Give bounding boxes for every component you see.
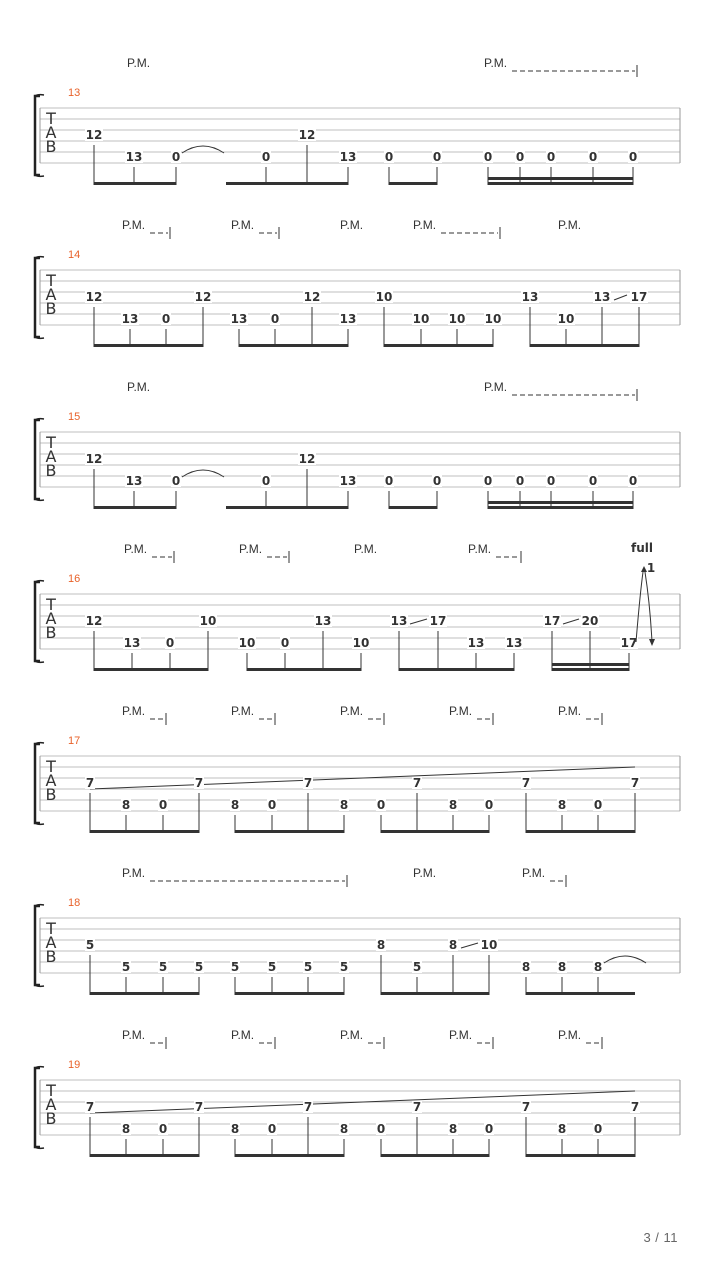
fret-number: 0 bbox=[261, 150, 271, 164]
fret-number: 13 bbox=[314, 614, 332, 628]
beam bbox=[235, 1154, 344, 1157]
beam bbox=[235, 830, 344, 833]
fret-number: 0 bbox=[515, 474, 525, 488]
palm-mute-label: P.M. bbox=[231, 1028, 255, 1042]
tab-clef-letter: A bbox=[45, 285, 57, 304]
fret-number: 0 bbox=[588, 474, 598, 488]
fret-number: 13 bbox=[390, 614, 408, 628]
fret-number: 12 bbox=[85, 128, 103, 142]
fret-number: 8 bbox=[339, 1122, 349, 1136]
fret-number: 0 bbox=[161, 312, 171, 326]
fret-number: 0 bbox=[261, 474, 271, 488]
fret-number: 13 bbox=[521, 290, 539, 304]
system-bracket bbox=[35, 420, 40, 499]
fret-number: 0 bbox=[484, 798, 494, 812]
tab-system bbox=[35, 380, 680, 509]
fret-number: 10 bbox=[375, 290, 393, 304]
fret-number: 0 bbox=[546, 150, 556, 164]
fret-number: 0 bbox=[546, 474, 556, 488]
tab-clef-letter: T bbox=[46, 433, 56, 452]
tab-clef-letter: B bbox=[45, 785, 57, 804]
fret-number: 0 bbox=[384, 474, 394, 488]
palm-mute-label: P.M. bbox=[558, 218, 582, 232]
fret-number: 10 bbox=[412, 312, 430, 326]
tab-clef-letter: T bbox=[46, 595, 56, 614]
tab-clef-letter: A bbox=[45, 609, 57, 628]
fret-number: 12 bbox=[85, 614, 103, 628]
tab-clef-letter: T bbox=[46, 109, 56, 128]
fret-number: 13 bbox=[467, 636, 485, 650]
fret-number: 0 bbox=[165, 636, 175, 650]
fret-number: 0 bbox=[628, 150, 638, 164]
fret-number: 7 bbox=[521, 776, 531, 790]
fret-number: 12 bbox=[194, 290, 212, 304]
fret-number: 8 bbox=[557, 798, 567, 812]
measure-number: 16 bbox=[68, 573, 81, 585]
fret-number: 8 bbox=[121, 1122, 131, 1136]
fret-number: 8 bbox=[557, 960, 567, 974]
fret-number: 0 bbox=[376, 1122, 386, 1136]
fret-number: 13 bbox=[339, 150, 357, 164]
fret-number: 13 bbox=[505, 636, 523, 650]
fret-number: 5 bbox=[303, 960, 313, 974]
beam bbox=[226, 182, 348, 185]
tab-clef-letter: B bbox=[45, 461, 57, 480]
tab-clef-letter: B bbox=[45, 299, 57, 318]
system-bracket bbox=[35, 906, 40, 985]
palm-mute-label: P.M. bbox=[122, 1028, 146, 1042]
beam bbox=[90, 830, 199, 833]
beam bbox=[381, 830, 489, 833]
fret-number: 7 bbox=[630, 776, 640, 790]
bend-arrowhead-down bbox=[649, 639, 655, 646]
palm-mute-label: P.M. bbox=[231, 218, 255, 232]
palm-mute-label: P.M. bbox=[558, 704, 582, 718]
tab-clef-letter: B bbox=[45, 1109, 57, 1128]
fret-number: 8 bbox=[448, 938, 458, 952]
fret-number: 13 bbox=[125, 474, 143, 488]
fret-number: 0 bbox=[376, 798, 386, 812]
tab-system bbox=[35, 704, 680, 833]
system-bracket bbox=[35, 582, 40, 661]
fret-number: 13 bbox=[125, 150, 143, 164]
palm-mute-label: P.M. bbox=[239, 542, 263, 556]
fret-number: 13 bbox=[339, 312, 357, 326]
beam-secondary bbox=[488, 501, 633, 504]
measure-number: 14 bbox=[68, 249, 81, 261]
bend-label: full bbox=[631, 541, 653, 555]
fret-number: 5 bbox=[158, 960, 168, 974]
fret-number: 13 bbox=[593, 290, 611, 304]
beam-secondary bbox=[552, 663, 629, 666]
measure-number: 17 bbox=[68, 735, 81, 747]
system-bracket bbox=[35, 258, 40, 337]
palm-mute-label: P.M. bbox=[558, 1028, 582, 1042]
beam bbox=[90, 992, 199, 995]
fret-number: 12 bbox=[298, 452, 316, 466]
fret-number: 0 bbox=[270, 312, 280, 326]
beam bbox=[399, 668, 514, 671]
tab-system bbox=[35, 1028, 680, 1157]
fret-number: 8 bbox=[230, 798, 240, 812]
fret-number: 13 bbox=[123, 636, 141, 650]
fret-number: 0 bbox=[171, 150, 181, 164]
fret-number: 7 bbox=[194, 1100, 204, 1114]
fret-number: 17 bbox=[630, 290, 648, 304]
fret-number: 0 bbox=[158, 798, 168, 812]
tab-clef-letter: A bbox=[45, 1095, 57, 1114]
fret-number: 0 bbox=[628, 474, 638, 488]
palm-mute-label: P.M. bbox=[522, 866, 546, 880]
beam bbox=[384, 344, 493, 347]
beam bbox=[235, 992, 344, 995]
slide-line bbox=[461, 943, 478, 948]
tab-clef-letter: A bbox=[45, 123, 57, 142]
fret-number: 8 bbox=[339, 798, 349, 812]
bend-arrow-up bbox=[636, 572, 643, 642]
fret-number: 10 bbox=[352, 636, 370, 650]
fret-number: 10 bbox=[557, 312, 575, 326]
fret-number: 8 bbox=[230, 1122, 240, 1136]
beam bbox=[488, 506, 633, 509]
fret-number: 7 bbox=[412, 776, 422, 790]
fret-number: 10 bbox=[480, 938, 498, 952]
fret-number: 0 bbox=[267, 798, 277, 812]
beam bbox=[239, 344, 348, 347]
fret-number: 5 bbox=[267, 960, 277, 974]
fret-number: 13 bbox=[121, 312, 139, 326]
slide-line bbox=[614, 295, 627, 300]
fret-number: 17 bbox=[620, 636, 638, 650]
tab-clef-letter: B bbox=[45, 947, 57, 966]
fret-number: 10 bbox=[238, 636, 256, 650]
tab-system bbox=[35, 218, 680, 347]
beam bbox=[552, 668, 629, 671]
measure-number: 19 bbox=[68, 1059, 81, 1071]
palm-mute-label: P.M. bbox=[127, 380, 151, 394]
palm-mute-label: P.M. bbox=[413, 218, 437, 232]
tab-system bbox=[35, 541, 680, 671]
fret-number: 7 bbox=[303, 776, 313, 790]
tab-clef-letter: T bbox=[46, 757, 56, 776]
beam bbox=[381, 1154, 489, 1157]
tab-clef-letter: T bbox=[46, 1081, 56, 1100]
slide-line bbox=[563, 619, 579, 624]
fret-number: 12 bbox=[85, 452, 103, 466]
beam bbox=[94, 668, 208, 671]
palm-mute-label: P.M. bbox=[340, 704, 364, 718]
fret-number: 0 bbox=[171, 474, 181, 488]
beam bbox=[488, 182, 633, 185]
tab-clef-letter: B bbox=[45, 137, 57, 156]
fret-number: 13 bbox=[339, 474, 357, 488]
palm-mute-label: P.M. bbox=[127, 56, 151, 70]
fret-number: 7 bbox=[85, 776, 95, 790]
beam bbox=[389, 182, 437, 185]
fret-number: 10 bbox=[484, 312, 502, 326]
fret-number: 8 bbox=[376, 938, 386, 952]
beam bbox=[530, 344, 639, 347]
fret-number: 0 bbox=[432, 474, 442, 488]
fret-number: 20 bbox=[581, 614, 599, 628]
tab-system bbox=[35, 56, 680, 185]
beam bbox=[94, 344, 203, 347]
fret-number: 17 bbox=[543, 614, 561, 628]
fret-number: 0 bbox=[483, 474, 493, 488]
measure-number: 13 bbox=[68, 87, 81, 99]
beam bbox=[94, 182, 176, 185]
fret-number: 8 bbox=[521, 960, 531, 974]
fret-number: 5 bbox=[412, 960, 422, 974]
palm-mute-label: P.M. bbox=[122, 866, 146, 880]
system-bracket bbox=[35, 1068, 40, 1147]
fret-number: 7 bbox=[85, 1100, 95, 1114]
palm-mute-label: P.M. bbox=[484, 56, 508, 70]
palm-mute-label: P.M. bbox=[340, 1028, 364, 1042]
fret-number: 5 bbox=[194, 960, 204, 974]
fret-number: 7 bbox=[303, 1100, 313, 1114]
fret-number: 5 bbox=[339, 960, 349, 974]
system-bracket bbox=[35, 744, 40, 823]
tab-clef-letter: T bbox=[46, 271, 56, 290]
fret-number: 7 bbox=[630, 1100, 640, 1114]
bend-release-label: 1 bbox=[646, 561, 656, 575]
fret-number: 0 bbox=[432, 150, 442, 164]
fret-number: 8 bbox=[121, 798, 131, 812]
fret-number: 0 bbox=[158, 1122, 168, 1136]
palm-mute-label: P.M. bbox=[468, 542, 492, 556]
fret-number: 0 bbox=[484, 1122, 494, 1136]
fret-number: 8 bbox=[557, 1122, 567, 1136]
system-bracket bbox=[35, 96, 40, 175]
beam bbox=[90, 1154, 199, 1157]
tab-clef-letter: A bbox=[45, 447, 57, 466]
fret-number: 8 bbox=[448, 1122, 458, 1136]
palm-mute-label: P.M. bbox=[124, 542, 148, 556]
fret-number: 5 bbox=[230, 960, 240, 974]
fret-number: 7 bbox=[194, 776, 204, 790]
fret-number: 17 bbox=[429, 614, 447, 628]
fret-number: 0 bbox=[483, 150, 493, 164]
beam bbox=[247, 668, 361, 671]
palm-mute-label: P.M. bbox=[340, 218, 364, 232]
palm-mute-label: P.M. bbox=[122, 218, 146, 232]
fret-number: 12 bbox=[85, 290, 103, 304]
palm-mute-label: P.M. bbox=[231, 704, 255, 718]
fret-number: 0 bbox=[593, 798, 603, 812]
tab-clef-letter: A bbox=[45, 933, 57, 952]
fret-number: 0 bbox=[267, 1122, 277, 1136]
fret-number: 8 bbox=[593, 960, 603, 974]
tab-clef-letter: T bbox=[46, 919, 56, 938]
fret-number: 8 bbox=[448, 798, 458, 812]
beam bbox=[526, 992, 635, 995]
measure-number: 15 bbox=[68, 411, 81, 423]
fret-number: 10 bbox=[199, 614, 217, 628]
palm-mute-label: P.M. bbox=[449, 1028, 473, 1042]
fret-number: 10 bbox=[448, 312, 466, 326]
slide-line bbox=[410, 619, 427, 624]
fret-number: 0 bbox=[588, 150, 598, 164]
fret-number: 7 bbox=[412, 1100, 422, 1114]
beam bbox=[526, 1154, 635, 1157]
beam bbox=[94, 506, 176, 509]
fret-number: 5 bbox=[121, 960, 131, 974]
tab-clef-letter: A bbox=[45, 771, 57, 790]
tab-system bbox=[35, 866, 680, 995]
fret-number: 12 bbox=[298, 128, 316, 142]
bend-release bbox=[645, 572, 652, 642]
fret-number: 0 bbox=[593, 1122, 603, 1136]
fret-number: 5 bbox=[85, 938, 95, 952]
palm-mute-label: P.M. bbox=[122, 704, 146, 718]
measure-number: 18 bbox=[68, 897, 81, 909]
beam bbox=[226, 506, 348, 509]
palm-mute-label: P.M. bbox=[354, 542, 378, 556]
fret-number: 12 bbox=[303, 290, 321, 304]
palm-mute-label: P.M. bbox=[484, 380, 508, 394]
tab-clef-letter: B bbox=[45, 623, 57, 642]
palm-mute-label: P.M. bbox=[449, 704, 473, 718]
beam bbox=[389, 506, 437, 509]
beam-secondary bbox=[488, 177, 633, 180]
beam bbox=[381, 992, 489, 995]
fret-number: 7 bbox=[521, 1100, 531, 1114]
fret-number: 0 bbox=[384, 150, 394, 164]
fret-number: 0 bbox=[280, 636, 290, 650]
fret-number: 13 bbox=[230, 312, 248, 326]
page-number: 3 / 11 bbox=[643, 1230, 678, 1245]
fret-number: 0 bbox=[515, 150, 525, 164]
beam bbox=[526, 830, 635, 833]
palm-mute-label: P.M. bbox=[413, 866, 437, 880]
